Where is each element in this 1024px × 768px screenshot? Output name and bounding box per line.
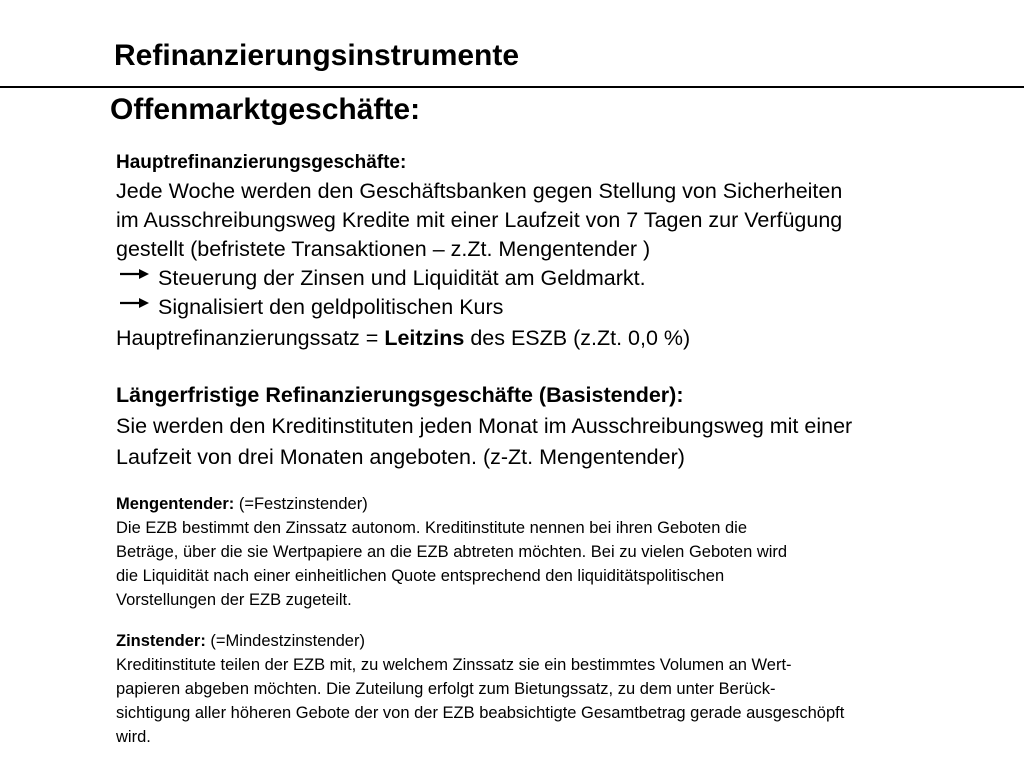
fixed-rate-text-line: Die EZB bestimmt den Zinssatz autonom. Kreditinstitute nennen bei ihren Geboten die bbox=[116, 519, 748, 537]
mro-arrow-item bbox=[116, 293, 1006, 322]
key-rate-prefix: Hauptrefinanzierungssatz = bbox=[116, 326, 385, 350]
variable-rate-tender-block bbox=[116, 629, 1006, 749]
variable-rate-text-line: papieren abgeben möchten. Die Zuteilung erfolgt zum Bietungssatz, zu dem unter Berück- bbox=[116, 680, 776, 698]
fixed-rate-text-line: Beträge, über die sie Wertpapiere an die EZB abtreten möchten. Bei zu vielen Geboten wird bbox=[116, 543, 788, 561]
fixed-rate-text-line: Vorstellungen der EZB zugeteilt. bbox=[116, 591, 352, 609]
fixed-rate-tender-block bbox=[116, 492, 1006, 612]
lro-text-line: Laufzeit von drei Monaten angeboten. (z-Zt. Mengentender) bbox=[116, 445, 685, 469]
variable-rate-text-line: Kreditinstitute teilen der EZB mit, zu welchem Zinssatz sie ein bestimmtes Volumen an Wert- bbox=[116, 656, 792, 674]
right-arrow-icon bbox=[118, 262, 152, 282]
mro-arrow-text: Signalisiert den geldpolitischen Kurs bbox=[158, 295, 504, 319]
key-rate-suffix: des ESZB (z.Zt. 0,0 %) bbox=[464, 326, 691, 350]
section-heading: Offenmarktgeschäfte: bbox=[110, 93, 421, 126]
longer-term-refinancing-block bbox=[116, 380, 1006, 473]
lro-text-line: Sie werden den Kreditinstituten jeden Monat im Ausschreibungsweg mit einer bbox=[116, 414, 853, 438]
variable-rate-note: (=Mindestzinstender) bbox=[205, 632, 365, 650]
mro-text-line: Jede Woche werden den Geschäftsbanken gegen Stellung von Sicherheiten bbox=[116, 179, 843, 203]
fixed-rate-text-line: die Liquidität nach einer einheitlichen Quote entsprechend den liquiditätspolitischen bbox=[116, 567, 725, 585]
mro-text-line: gestellt (befristete Transaktionen – z.Zt. Mengentender ) bbox=[116, 237, 651, 261]
mro-heading: Hauptrefinanzierungsgeschäfte: bbox=[116, 152, 407, 173]
variable-rate-heading bbox=[116, 629, 1006, 653]
fixed-rate-note: (=Festzinstender) bbox=[234, 495, 368, 513]
right-arrow-icon bbox=[118, 291, 152, 311]
lro-heading: Längerfristige Refinanzierungsgeschäfte (Basistender): bbox=[116, 383, 684, 407]
key-rate-line bbox=[116, 324, 1006, 353]
fixed-rate-heading bbox=[116, 492, 1006, 516]
mro-arrow-text: Steuerung der Zinsen und Liquidität am Geldmarkt. bbox=[158, 266, 646, 290]
variable-rate-text-line: wird. bbox=[116, 728, 151, 746]
mro-text-line: im Ausschreibungsweg Kredite mit einer Laufzeit von 7 Tagen zur Verfügung bbox=[116, 208, 843, 232]
mro-arrow-item bbox=[116, 264, 1006, 293]
title-divider bbox=[0, 86, 1024, 88]
variable-rate-term: Zinstender: bbox=[116, 632, 206, 650]
variable-rate-text-line: sichtigung aller höheren Gebote der von der EZB beabsichtigte Gesamtbetrag gerade ausgeschöpft bbox=[116, 704, 845, 722]
fixed-rate-term: Mengentender: bbox=[116, 495, 235, 513]
key-rate-term: Leitzins bbox=[384, 326, 465, 350]
main-refinancing-block bbox=[116, 148, 1006, 353]
slide-title: Refinanzierungsinstrumente bbox=[114, 39, 520, 72]
